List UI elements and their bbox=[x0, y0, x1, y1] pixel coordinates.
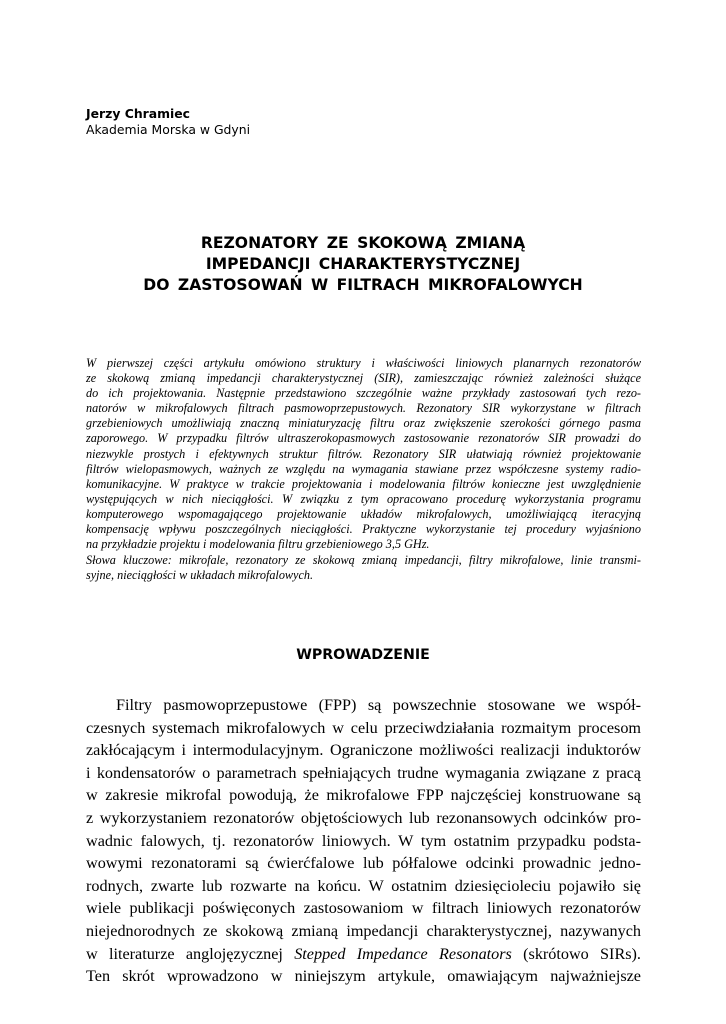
body-line: z wykorzystaniem rezonatorów objętościowych lub rezonansowych odcinków pro- bbox=[86, 808, 641, 827]
abstract-line: natorów w mikrofalowych filtrach pasmowoprzepustowych. Rezonatory SIR wykorzystane w filtrach bbox=[86, 401, 641, 416]
body-line: Filtry pasmowoprzepustowe (FPP) są powszechnie stosowane we współ- bbox=[116, 696, 641, 714]
body-line: wowymi rezonatorami są ćwierćfalowe lub półfalowe odcinki prowadnic jedno- bbox=[86, 854, 641, 873]
abstract-line: kompensację wpływu poszczególnych nieciągłości. Praktyczne wykorzystanie tej procedury wyjaśniono bbox=[86, 522, 641, 537]
abstract-line: W pierwszej części artykułu omówiono struktury i właściwości liniowych planarnych rezonatorów bbox=[86, 356, 641, 370]
body-line: niejednorodnych ze skokową zmianą impedancji charakterystycznej, nazywanych bbox=[86, 921, 641, 940]
abstract-line: do ich projektowania. Następnie przedstawiono szczególnie ważne przykłady zastosowań tych rezo- bbox=[86, 386, 641, 401]
keywords-line: Słowa kluczowe: mikrofale, rezonatory ze skokową zmianą impedancji, filtry mikrofalowe, linie transmi- bbox=[86, 553, 641, 568]
abstract-line: filtrów wielopasmowych, ważnych ze względu na wymagania stawiane przez współczesne systemy radio- bbox=[86, 461, 641, 476]
keywords-line: syjne, nieciągłości w układach mikrofalowych. bbox=[86, 568, 313, 583]
author-affiliation: Akademia Morska w Gdyni bbox=[86, 122, 251, 137]
title-line: DO ZASTOSOWAŃ W FILTRACH MIKROFALOWYCH bbox=[143, 276, 583, 294]
abstract-line: niezwykle prostych i efektywnych struktur filtrów. Rezonatory SIR ułatwiają również projektowanie bbox=[86, 446, 641, 461]
title-line: IMPEDANCJI CHARAKTERYSTYCZNEJ bbox=[205, 255, 521, 273]
body-text-run: (skrótowo SIRs). bbox=[511, 944, 641, 963]
paper-title bbox=[80, 233, 646, 296]
body-line bbox=[86, 943, 641, 966]
body-line: wiele publikacji poświęconych zastosowaniom w filtrach liniowych rezonatorów bbox=[86, 899, 641, 918]
body-text-run: w literaturze anglojęzycznej bbox=[86, 944, 295, 963]
body-text bbox=[86, 694, 641, 988]
term-italic: Stepped Impedance Resonators bbox=[294, 944, 512, 963]
body-line: w zakresie mikrofal powodują, że mikrofalowe FPP najczęściej konstruowane są bbox=[86, 786, 641, 805]
title-line: REZONATORY ZE SKOKOWĄ ZMIANĄ bbox=[200, 234, 526, 252]
body-line: zakłócającym i intermodulacyjnym. Ograniczone możliwości realizacji induktorów bbox=[86, 741, 641, 760]
abstract-line: komputerowego wspomagającego projektowanie układów mikrofalowych, umożliwiającą iteracyjną bbox=[86, 506, 641, 521]
keywords bbox=[86, 553, 641, 583]
abstract-line: ze skokową zmianą impedancji charakterystycznej (SIR), zamieszczając również zależności służące bbox=[86, 371, 641, 386]
abstract-line: grzebieniowych umożliwiają znaczną miniaturyzację filtru oraz zwiększenie szerokości górnego pasma bbox=[86, 416, 641, 431]
body-line: wadnic falowych, tj. rezonatorów liniowych. W tym ostatnim przypadku podsta- bbox=[86, 831, 641, 850]
abstract-line: na przykładzie projektu i modelowania filtru grzebieniowego 3,5 GHz. bbox=[86, 537, 430, 552]
body-line: i kondensatorów o parametrach spełniających trudne wymagania związane z pracą bbox=[86, 763, 641, 782]
abstract-line: zaporowego. W przypadku filtrów ultraszerokopasmowych zastosowanie rezonatorów SIR prowadzi do bbox=[86, 431, 641, 446]
section-heading: WPROWADZENIE bbox=[296, 647, 430, 663]
author-block bbox=[86, 106, 250, 138]
author-name: Jerzy Chramiec bbox=[86, 106, 191, 121]
body-line: Ten skrót wprowadzono w niniejszym artykule, omawiającym najważniejsze bbox=[86, 967, 641, 986]
body-line: rodnych, zwarte lub rozwarte na końcu. W ostatnim dziesięcioleciu pojawiło się bbox=[86, 876, 641, 895]
abstract-line: występujących w nich nieciągłości. W związku z tym opracowano procedurę wykorzystania programu bbox=[86, 491, 641, 506]
body-line: czesnych systemach mikrofalowych w celu przeciwdziałania rozmaitym procesom bbox=[86, 718, 641, 737]
abstract bbox=[86, 356, 641, 583]
abstract-line: komunikacyjne. W praktyce w trakcie projektowania i modelowania filtrów konieczne jest uwzględnienie bbox=[86, 476, 641, 491]
